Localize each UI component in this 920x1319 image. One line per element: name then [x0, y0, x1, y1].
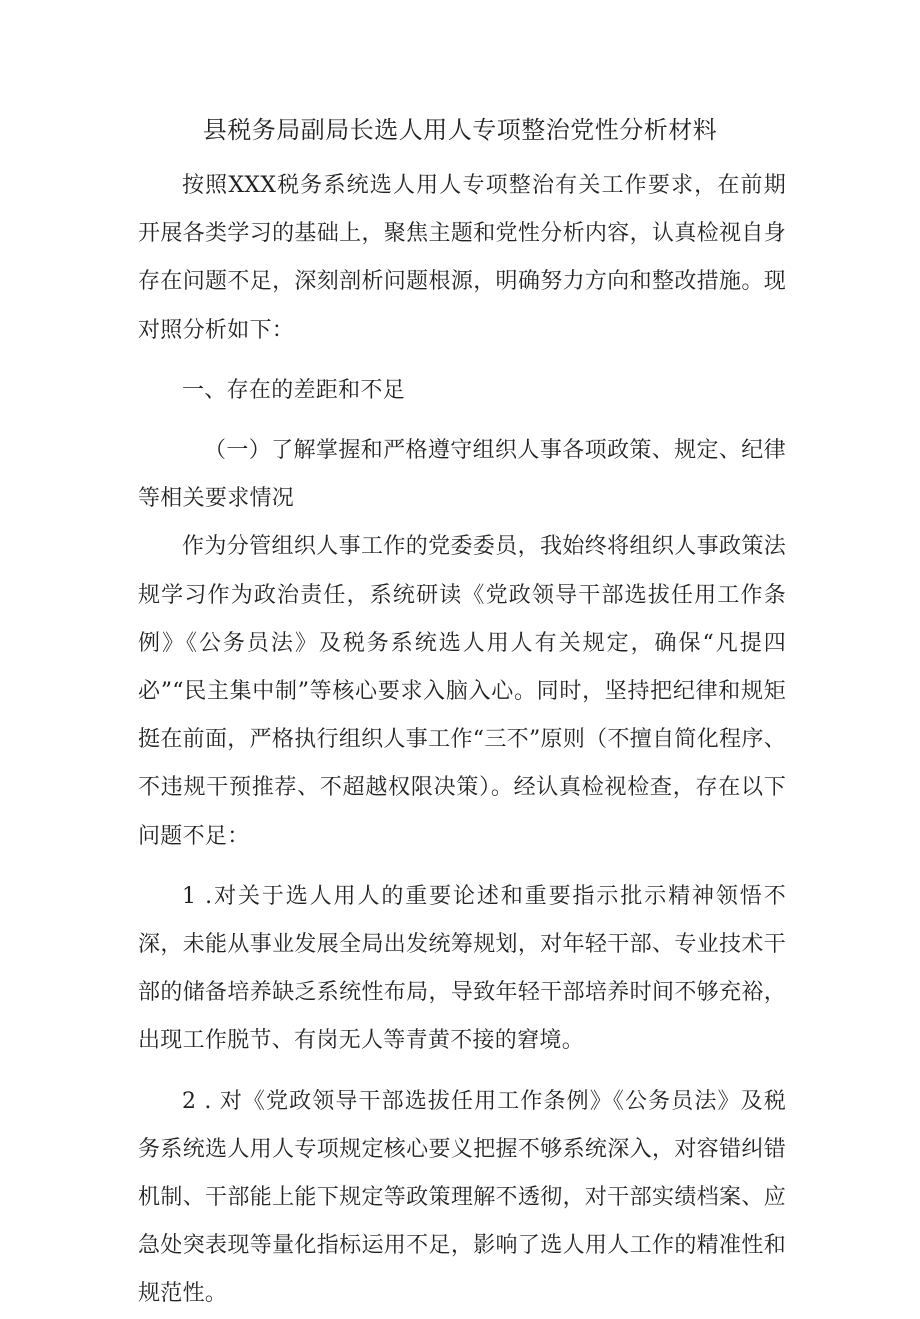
section-heading: 一、存在的差距和不足: [182, 377, 406, 403]
subsection-heading: （一）了解掌握和严格遵守组织人事各项政策、规定、纪律等相关要求情况: [138, 438, 786, 512]
list-item-2: 2 . 对《党政领导干部选拔任用工作条例》《公务员法》及税务系统选人用人专项规定核心要义把握不够系统深入，对容错纠错机制、干部能上能下规定等政策理解不透彻，对干部实绩档案、应急处突表现等量化指标运用不足，影响了选人用人工作的精准性和规范性。: [138, 1088, 786, 1307]
main-paragraph: 作为分管组织人事工作的党委委员，我始终将组织人事政策法规学习作为政治责任，系统研读《党政领导干部选拔任用工作条例》《公务员法》及税务系统选人用人有关规定，确保“凡提四必”“民主集中制”等核心要求入脑入心。同时，坚持把纪律和规矩挺在前面，严格执行组织人事工作“三不”原则（不擅自简化程序、不违规干预推荐、不超越权限决策）。经认真检视检查，存在以下问题不足：: [138, 534, 786, 849]
document-title: 县税务局副局长选人用人专项整治党性分析材料: [202, 116, 718, 144]
document-body: [138, 162, 786, 1319]
list-item-1: 1 .对关于选人用人的重要论述和重要指示批示精神领悟不深，未能从事业发展全局出发统筹规划，对年轻干部、专业技术干部的储备培养缺乏系统性布局，导致年轻干部培养时间不够充裕，出现工作脱节、有岗无人等青黄不接的窘境。: [138, 883, 786, 1054]
intro-paragraph: 按照XXX税务系统选人用人专项整治有关工作要求，在前期开展各类学习的基础上，聚焦主题和党性分析内容，认真检视自身存在问题不足，深刻剖析问题根源，明确努力方向和整改措施。现对照分析如下：: [138, 173, 786, 343]
